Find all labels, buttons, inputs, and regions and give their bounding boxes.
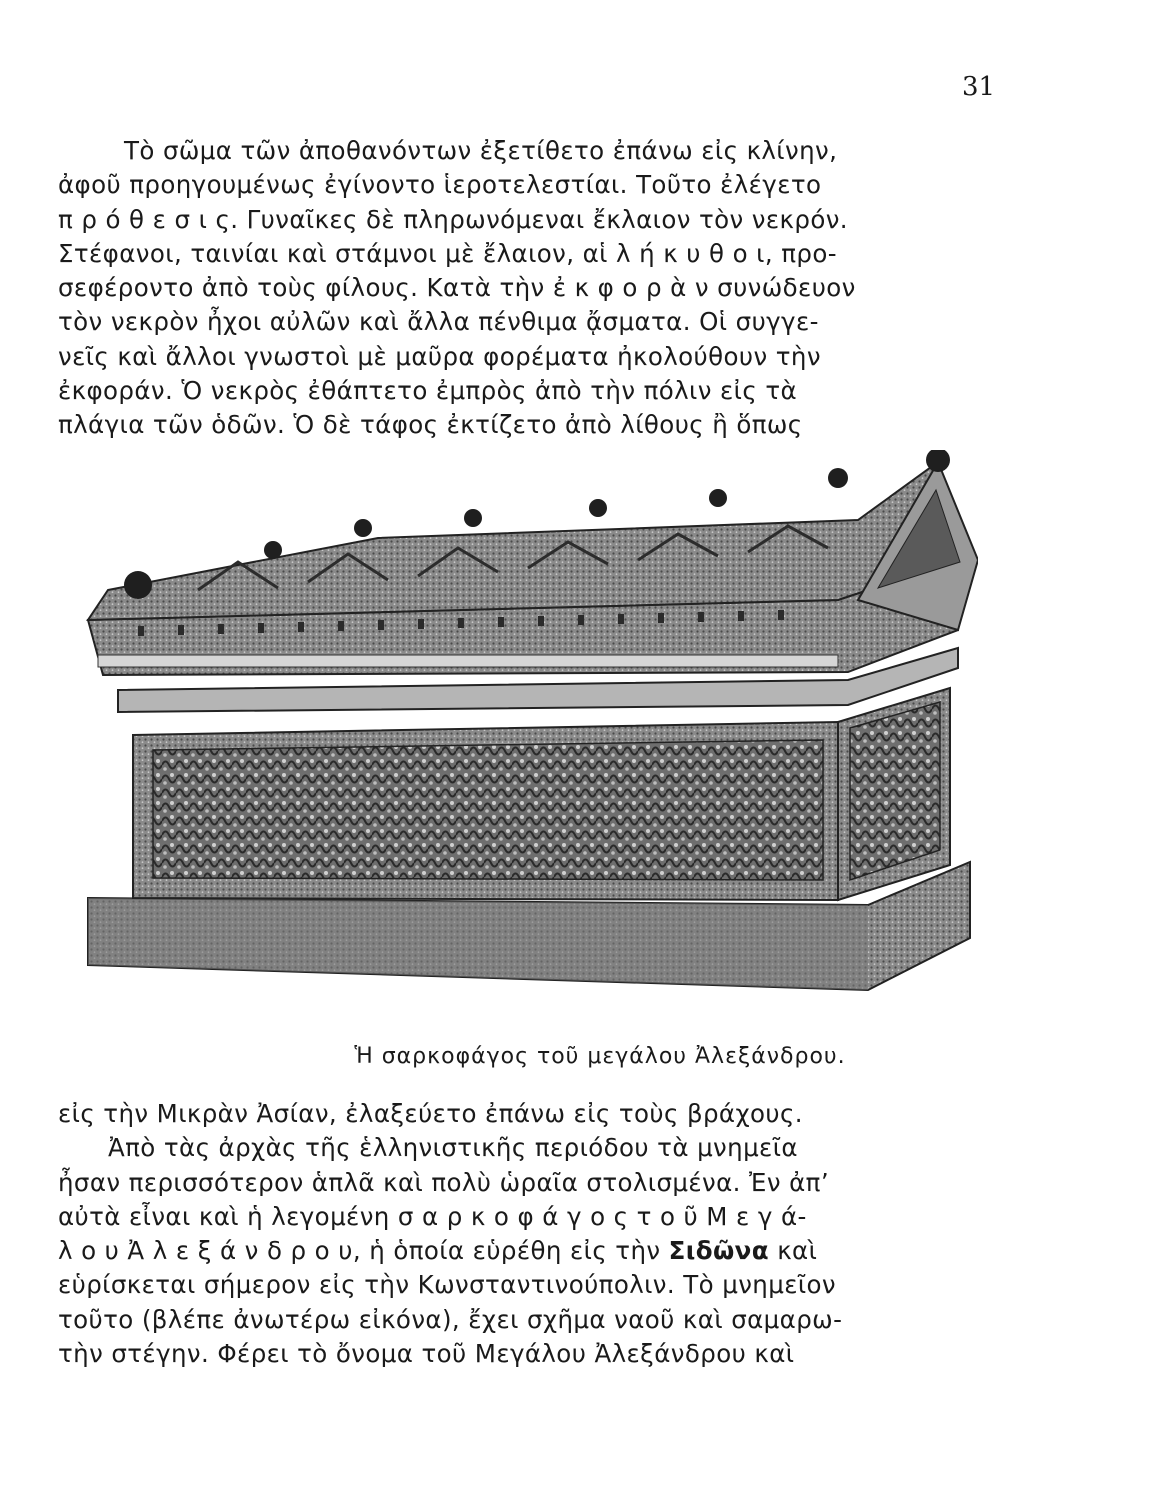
text-line: ἐκφοράν. Ὁ νεκρὸς ἐθάπτετο ἐμπρὸς ἀπὸ τὴν πόλιν εἰς τὰ [58, 376, 798, 406]
paragraph-sarcophagus-description [58, 1097, 1003, 1371]
text-line: ἦσαν περισσότερον ἁπλᾶ καὶ πολὺ ὡραῖα στολισμένα. Ἐν ἀπ’ [58, 1167, 830, 1197]
sarcophagus-illustration [78, 450, 978, 1020]
text-line: Στέφανοι, ταινίαι καὶ στάμνοι μὲ ἔλαιον, αἱ λ ή κ υ θ ο ι, προ- [58, 238, 837, 268]
text-line: τὴν στέγην. Φέρει τὸ ὄνομα τοῦ Μεγάλου Ἀλεξάνδρου καὶ [58, 1339, 795, 1369]
text-line: νεῖς καὶ ἄλλοι γνωστοὶ μὲ μαῦρα φορέματα ἠκολούθουν τὴν [58, 341, 821, 371]
paragraph-funeral-customs [58, 134, 1003, 443]
text-line: π ρ ό θ ε σ ι ς. Γυναῖκες δὲ πληρωνόμεναι ἔκλαιον τὸν νεκρόν. [58, 204, 848, 234]
text-segment: λ ο υ Ἀ λ ε ξ ά ν δ ρ ο υ, ἡ ὁποία εὑρέθη εἰς τὴν [58, 1236, 661, 1266]
figure-caption: Ἡ σαρκοφάγος τοῦ μεγάλου Ἀλεξάνδρου. [354, 1044, 846, 1069]
text-line: Ἀπὸ τὰς ἀρχὰς τῆς ἑλληνιστικῆς περιόδου τὰ μνημεῖα [108, 1133, 798, 1163]
text-line: ἀφοῦ προηγουμένως ἐγίνοντο ἱεροτελεστίαι. Τοῦτο ἐλέγετο [58, 170, 822, 200]
bold-place-name: Σιδῶνα [668, 1236, 770, 1266]
page-number: 31 [962, 72, 996, 102]
text-line: τοῦτο (βλέπε ἀνωτέρω εἰκόνα), ἔχει σχῆμα ναοῦ καὶ σαμαρω- [58, 1304, 843, 1334]
text-line: εἰς τὴν Μικρὰν Ἀσίαν, ἐλαξεύετο ἐπάνω εἰς τοὺς βράχους. [58, 1099, 803, 1128]
text-line: εὑρίσκεται σήμερον εἰς τὴν Κωνσταντινούπολιν. Τὸ μνημεῖον [58, 1270, 837, 1300]
sarcophagus-drawing [78, 450, 978, 1020]
text-segment: καὶ [777, 1236, 818, 1266]
text-line: Τὸ σῶμα τῶν ἀποθανόντων ἐξετίθετο ἐπάνω εἰς κλίνην, [124, 136, 838, 165]
text-line: τὸν νεκρὸν ἦχοι αὐλῶν καὶ ἄλλα πένθιμα ᾄσματα. Οἱ συγγε- [58, 307, 819, 337]
text-line: σεφέροντο ἀπὸ τοὺς φίλους. Κατὰ τὴν ἐ κ φ ο ρ ὰ ν συνώδευον [58, 273, 856, 303]
text-line: πλάγια τῶν ὁδῶν. Ὁ δὲ τάφος ἐκτίζετο ἀπὸ λίθους ἢ ὅπως [58, 410, 803, 440]
text-line: αὐτὰ εἶναι καὶ ἡ λεγομένη σ α ρ κ ο φ ά γ ο ς τ ο ῦ Μ ε γ ά- [58, 1201, 807, 1231]
text-line [58, 1234, 1003, 1268]
